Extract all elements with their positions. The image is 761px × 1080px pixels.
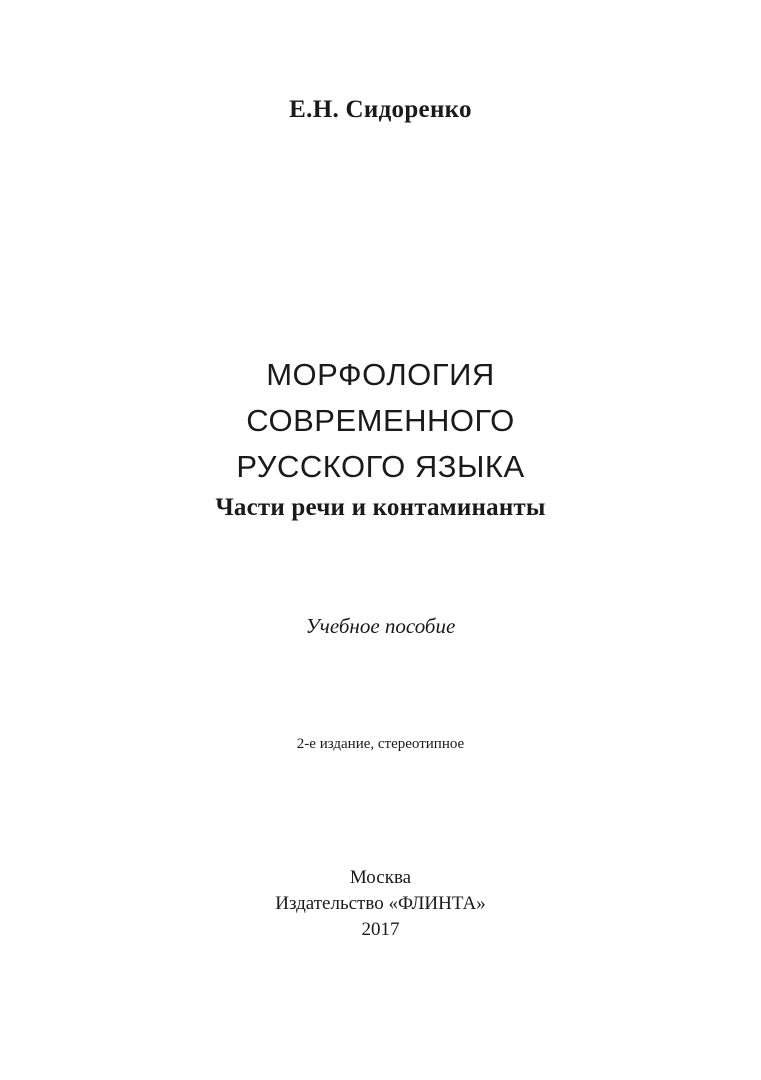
title-line-3: РУССКОГО ЯЗЫКА <box>236 449 525 484</box>
book-subtitle: Части речи и контаминанты <box>215 494 546 521</box>
imprint-year: 2017 <box>361 919 400 940</box>
title-line-1: МОРФОЛОГИЯ <box>266 357 495 392</box>
book-genre: Учебное пособие <box>305 614 456 638</box>
imprint-publisher: Издательство «ФЛИНТА» <box>275 893 486 914</box>
edition-note: 2-е издание, стереотипное <box>296 736 465 752</box>
book-title <box>0 352 761 490</box>
imprint-city: Москва <box>349 867 412 888</box>
imprint <box>0 865 761 943</box>
title-line-2: СОВРЕМЕННОГО <box>246 403 515 438</box>
author-name: Е.Н. Сидоренко <box>289 96 472 123</box>
